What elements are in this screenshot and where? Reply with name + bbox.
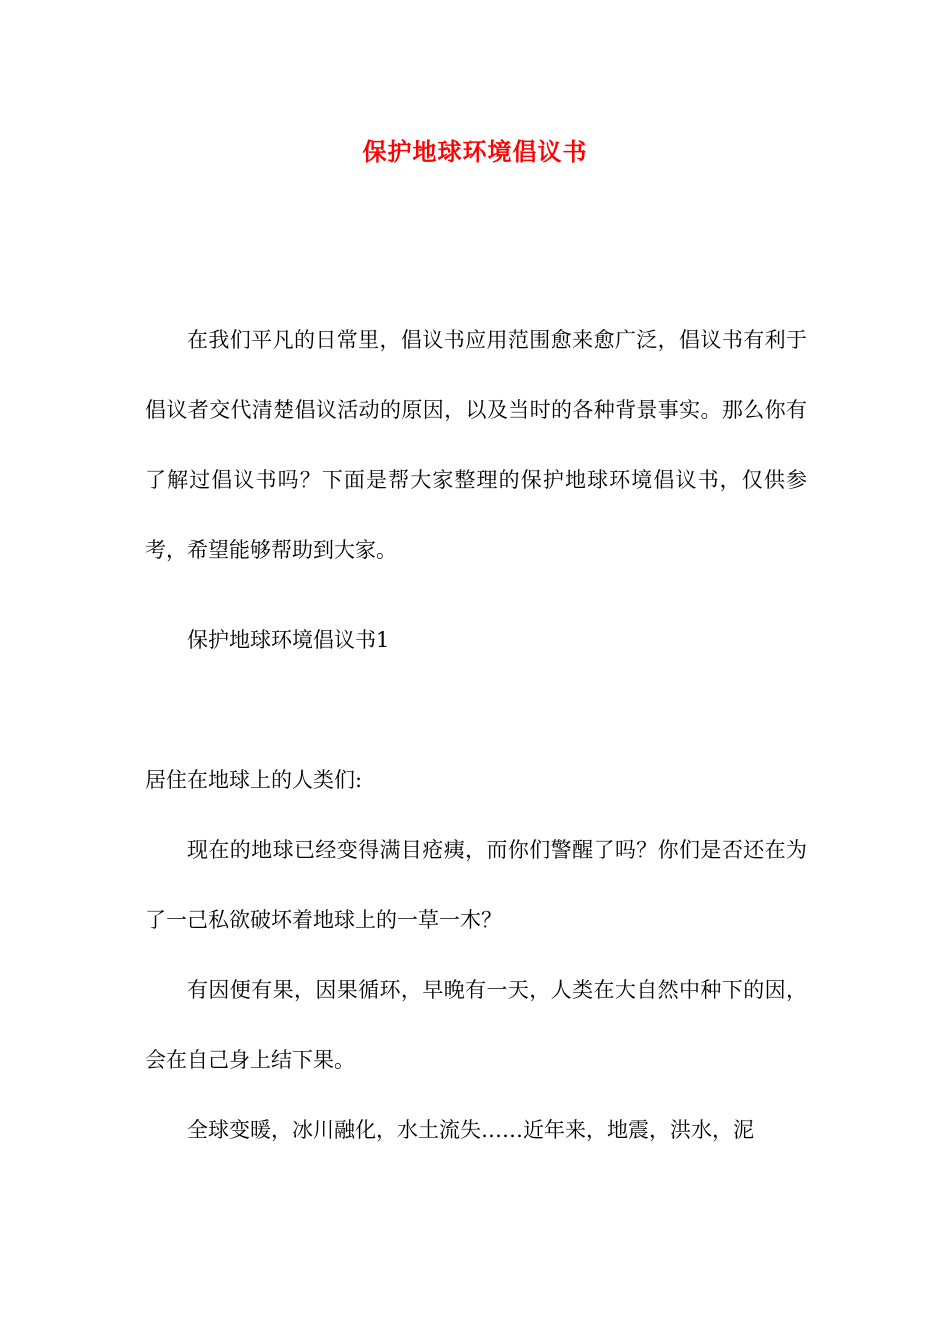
section-heading: 保护地球环境倡议书1 <box>187 628 390 652</box>
intro-paragraph: 在我们平凡的日常里，倡议书应用范围愈来愈广泛，倡议书有利于倡议者交代清楚倡议活动的原因，以及当时的各种背景事实。那么你有了解过倡议书吗？下面是帮大家整理的保护地球环境倡议书，仅供参考，希望能够帮助到大家。 <box>145 328 807 562</box>
document-title: 保护地球环境倡议书 <box>362 137 588 166</box>
letter-body <box>145 745 807 1165</box>
body-paragraph-3: 全球变暖，冰川融化，水土流失……近年来，地震，洪水，泥 <box>187 1118 754 1142</box>
intro-block <box>145 305 807 585</box>
salutation: 居住在地球上的人类们: <box>145 768 363 792</box>
section-heading-block <box>145 605 807 675</box>
body-paragraph-1: 现在的地球已经变得满目疮痍，而你们警醒了吗？你们是否还在为了一己私欲破坏着地球上的一草一木？ <box>145 838 807 932</box>
body-paragraph-2: 有因便有果，因果循环，早晚有一天，人类在大自然中种下的因，会在自己身上结下果。 <box>145 978 807 1072</box>
